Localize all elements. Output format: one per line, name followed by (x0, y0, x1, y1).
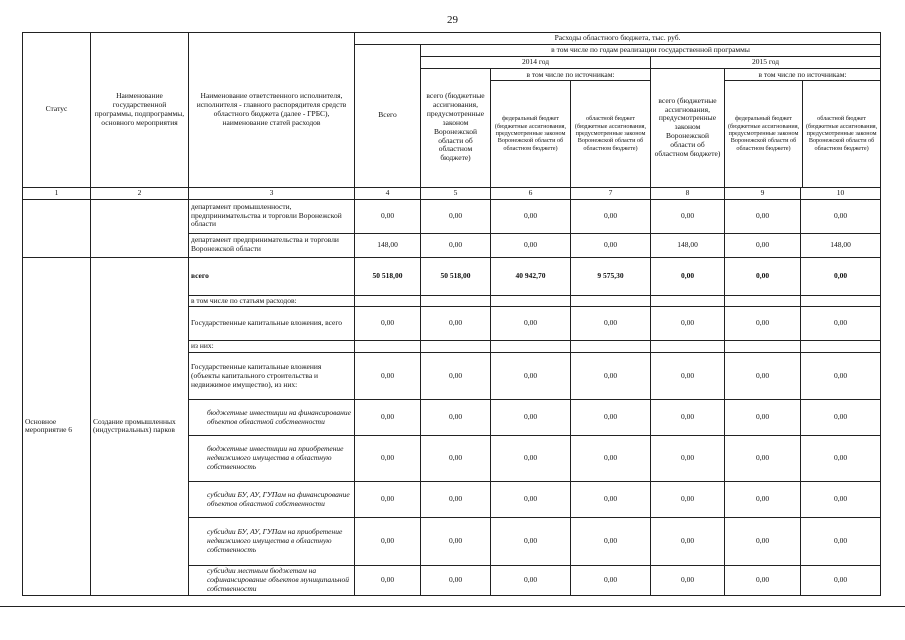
value-cell: 0,00 (491, 400, 571, 436)
row-label: департамент предпринимательства и торговли Воронежской области (189, 233, 355, 257)
header-2015-by-sources: в том числе по источникам: (725, 69, 880, 81)
value-cell: 0,00 (651, 518, 725, 566)
column-number: 2 (91, 187, 189, 199)
header-year-2015: 2015 год (651, 56, 881, 68)
header-program-name: Наименование государственной программы, подпрограммы, основного мероприятия (91, 33, 189, 188)
value-cell: 0,00 (801, 518, 881, 566)
value-cell: 0,00 (651, 199, 725, 233)
value-cell: 50 518,00 (355, 257, 421, 295)
value-cell: 0,00 (801, 353, 881, 400)
row-label: департамент промышленности, предпринимательства и торговли Воронежской области (189, 199, 355, 233)
value-cell: 0,00 (801, 482, 881, 518)
value-cell: 148,00 (801, 233, 881, 257)
value-cell: 0,00 (725, 257, 801, 295)
value-cell: 0,00 (491, 233, 571, 257)
row-label: Государственные капитальные вложения, всего (189, 307, 355, 341)
row-label: из них: (189, 341, 355, 353)
value-cell: 0,00 (491, 566, 571, 596)
header-2014-federal: федеральный бюджет (бюджетные ассигнования, предусмотренные законом Воронежской области об областном бюджете) (491, 81, 571, 187)
header-2015-regional: областной бюджет (бюджетные ассигнования, предусмотренные законом Воронежской области об областном бюджете) (805, 115, 878, 152)
value-cell: 0,00 (725, 199, 801, 233)
value-cell: 0,00 (421, 233, 491, 257)
header-2014-total: всего (бюджетные ассигнования, предусмотренные законом Воронежской области об областном бюджете) (421, 68, 491, 187)
value-cell: 0,00 (421, 436, 491, 482)
value-cell: 0,00 (491, 199, 571, 233)
row-label: субсидии БУ, АУ, ГУПам на приобретение недвижимого имущества в областную собственность (189, 518, 355, 566)
header-year-2014: 2014 год (421, 56, 651, 68)
page-number: 29 (447, 14, 458, 26)
value-cell: 0,00 (421, 307, 491, 341)
row-label: Государственные капитальные вложения (объекты капитального строительства и недвижимое имущество), из них: (189, 353, 355, 400)
table-row (23, 257, 881, 295)
row-label: субсидии БУ, АУ, ГУПам на финансирование объектов областной собственности (189, 482, 355, 518)
row-label: бюджетные инвестиции на приобретение недвижимого имущества в областную собственность (189, 436, 355, 482)
group-status: Основное мероприятие 6 (23, 257, 91, 596)
column-number: 1 (23, 187, 91, 199)
value-cell: 148,00 (651, 233, 725, 257)
header-expenses-title: Расходы областного бюджета, тыс. руб. (355, 33, 881, 45)
header-2014-sources (491, 68, 651, 187)
value-cell: 0,00 (801, 400, 881, 436)
value-cell: 0,00 (421, 566, 491, 596)
value-cell: 50 518,00 (421, 257, 491, 295)
header-2015-sources (725, 68, 881, 187)
value-cell: 0,00 (421, 353, 491, 400)
value-cell: 0,00 (571, 307, 651, 341)
header-status: Статус (23, 33, 91, 188)
value-cell: 0,00 (491, 436, 571, 482)
value-cell: 0,00 (355, 307, 421, 341)
value-cell: 9 575,30 (571, 257, 651, 295)
value-cell: 0,00 (571, 518, 651, 566)
header-by-years: в том числе по годам реализации государственной программы (421, 45, 881, 57)
value-cell: 40 942,70 (491, 257, 571, 295)
group-name: Создание промышленных (индустриальных) парков (91, 257, 189, 596)
header-total: Всего (355, 45, 421, 188)
empty-status-cell (23, 199, 91, 257)
value-cell: 0,00 (571, 566, 651, 596)
value-cell: 0,00 (491, 518, 571, 566)
value-cell: 0,00 (801, 199, 881, 233)
value-cell: 0,00 (355, 482, 421, 518)
value-cell: 0,00 (725, 400, 801, 436)
value-cell: 0,00 (421, 400, 491, 436)
header-2015-federal: федеральный бюджет (бюджетные ассигнования, предусмотренные законом Воронежской области об областном бюджете) (725, 81, 803, 187)
value-cell: 0,00 (801, 307, 881, 341)
value-cell: 0,00 (651, 400, 725, 436)
value-cell: 0,00 (651, 307, 725, 341)
value-cell: 0,00 (725, 436, 801, 482)
value-cell: 0,00 (651, 353, 725, 400)
value-cell: 0,00 (571, 233, 651, 257)
column-number: 9 (725, 187, 801, 199)
value-cell: 0,00 (421, 482, 491, 518)
column-number: 6 (491, 187, 571, 199)
value-cell: 0,00 (725, 482, 801, 518)
value-cell: 0,00 (421, 199, 491, 233)
value-cell: 0,00 (355, 199, 421, 233)
value-cell: 0,00 (355, 436, 421, 482)
value-cell: 0,00 (571, 482, 651, 518)
value-cell: 0,00 (801, 436, 881, 482)
value-cell: 0,00 (571, 199, 651, 233)
budget-table (22, 32, 881, 596)
row-label: в том числе по статьям расходов: (189, 295, 355, 307)
value-cell: 0,00 (491, 353, 571, 400)
row-label: всего (189, 257, 355, 295)
column-number: 3 (189, 187, 355, 199)
value-cell: 0,00 (491, 307, 571, 341)
value-cell: 0,00 (801, 257, 881, 295)
header-2014-by-sources: в том числе по источникам: (491, 69, 650, 81)
value-cell: 148,00 (355, 233, 421, 257)
column-number: 7 (571, 187, 651, 199)
value-cell: 0,00 (491, 482, 571, 518)
value-cell: 0,00 (725, 518, 801, 566)
column-number: 4 (355, 187, 421, 199)
column-number: 5 (421, 187, 491, 199)
column-number: 10 (801, 187, 881, 199)
value-cell: 0,00 (355, 566, 421, 596)
value-cell: 0,00 (725, 307, 801, 341)
value-cell: 0,00 (651, 257, 725, 295)
row-label: субсидии местным бюджетам на софинансирование объектов муниципальной собственности (189, 566, 355, 596)
value-cell: 0,00 (725, 353, 801, 400)
value-cell: 0,00 (571, 353, 651, 400)
page-bottom-rule (0, 606, 905, 607)
column-number: 8 (651, 187, 725, 199)
table-row (23, 199, 881, 233)
value-cell: 0,00 (651, 566, 725, 596)
empty-name-cell (91, 199, 189, 257)
row-label: бюджетные инвестиции на финансирование объектов областной собственности (189, 400, 355, 436)
header-2014-regional: областной бюджет (бюджетные ассигнования, предусмотренные законом Воронежской области об областном бюджете) (574, 115, 647, 152)
header-2015-total: всего (бюджетные ассигнования, предусмотренные законом Воронежской области об областном бюджете) (651, 68, 725, 187)
header-executor: Наименование ответственного исполнителя, исполнителя - главного распорядителя средств областного бюджета (далее - ГРБС), наименование статей расходов (189, 33, 355, 188)
value-cell: 0,00 (571, 436, 651, 482)
value-cell: 0,00 (725, 233, 801, 257)
value-cell: 0,00 (355, 400, 421, 436)
value-cell: 0,00 (801, 566, 881, 596)
value-cell: 0,00 (421, 518, 491, 566)
value-cell: 0,00 (725, 566, 801, 596)
value-cell: 0,00 (355, 353, 421, 400)
value-cell: 0,00 (651, 482, 725, 518)
value-cell: 0,00 (355, 518, 421, 566)
value-cell: 0,00 (571, 400, 651, 436)
value-cell: 0,00 (651, 436, 725, 482)
